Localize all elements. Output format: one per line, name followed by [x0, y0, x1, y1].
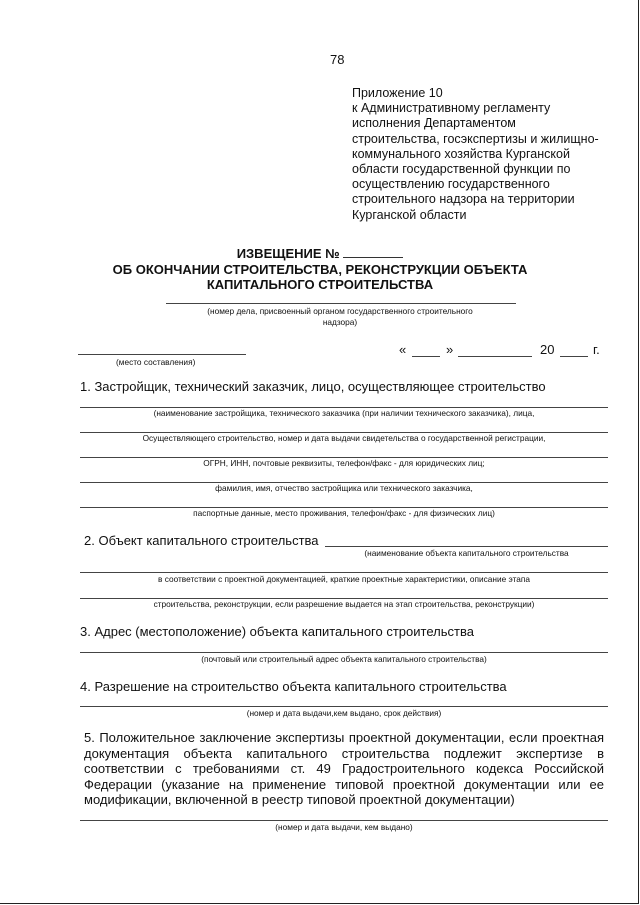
date-month-field[interactable]: [458, 356, 532, 357]
appendix-line: осуществлению государственного: [352, 177, 550, 192]
section5-line: модификации, включенной в реестр типовой проектной документации): [84, 792, 515, 807]
section2-field-1[interactable]: [325, 546, 608, 547]
title-line-1: [0, 246, 640, 261]
title-line-2: ОБ ОКОНЧАНИИ СТРОИТЕЛЬСТВА, РЕКОНСТРУКЦИИ ОБЪЕКТА: [112, 262, 528, 277]
appendix-line: исполнения Департаментом: [352, 116, 516, 131]
date-open-quote: «: [399, 342, 407, 357]
appendix-line: строительного надзора на территории: [352, 192, 575, 207]
page-number: 78: [330, 52, 345, 67]
section4-field[interactable]: [80, 706, 608, 707]
appendix-line: Приложение 10: [352, 86, 443, 100]
section1-caption-3: ОГРН, ИНН, почтовые реквизиты, телефон/факс - для юридических лиц;: [203, 458, 485, 468]
section5-paragraph: [84, 730, 604, 808]
place-caption: (место составления): [116, 357, 196, 367]
section1-heading: 1. Застройщик, технический заказчик, лицо, осуществляющее строительство: [80, 379, 546, 394]
appendix-line: строительства, госэкспертизы и жилищно-: [352, 131, 599, 146]
section5-caption: (номер и дата выдачи, кем выдано): [275, 822, 413, 832]
date-year-prefix: 20: [540, 342, 555, 357]
date-year-field[interactable]: [560, 356, 588, 357]
section5-line: Федерации (указание на применение типовой проектной документации или ее: [84, 776, 604, 792]
section5-line: документация объекта капитального строительства подлежит экспертизе в: [84, 745, 604, 761]
date-year-suffix: г.: [593, 342, 600, 357]
place-field[interactable]: [78, 354, 246, 355]
case-number-caption-2: надзора): [322, 317, 358, 327]
section2-caption-1: (наименование объекта капитального строительства: [364, 548, 569, 558]
section2-heading: 2. Объект капитального строительства: [84, 533, 319, 548]
section2-caption-2: в соответствии с проектной документацией, краткие проектные характеристики, описание этапа: [158, 574, 530, 584]
notice-number-field[interactable]: [343, 246, 403, 258]
date-day-field[interactable]: [412, 356, 440, 357]
case-number-field[interactable]: [166, 303, 516, 304]
section2-caption-3: строительства, реконструкции, если разрешение выдается на этап строительства, реконструкции): [153, 599, 535, 609]
section1-caption-4: фамилия, имя, отчество застройщика или технического заказчика,: [215, 483, 473, 493]
date-close-quote: »: [446, 342, 454, 357]
appendix-block: [352, 86, 612, 223]
section1-caption-2: Осуществляющего строительство, номер и дата выдачи свидетельства о государственной регистрации,: [142, 433, 546, 443]
section5-line: соответствии с требованиями ст. 49 Градостроительного кодекса Российской: [84, 761, 604, 776]
section5-field[interactable]: [80, 820, 608, 821]
section1-caption-5: паспортные данные, место проживания, телефон/факс - для физических лиц): [193, 508, 495, 518]
title-line-3: КАПИТАЛЬНОГО СТРОИТЕЛЬСТВА: [206, 277, 434, 292]
section5-line: 5. Положительное заключение экспертизы проектной документации, если проектная: [84, 730, 604, 745]
appendix-line: коммунального хозяйства Курганской: [352, 146, 570, 161]
section4-heading: 4. Разрешение на строительство объекта капитального строительства: [80, 679, 507, 694]
section4-caption: (номер и дата выдачи,кем выдано, срок действия): [246, 708, 442, 718]
section3-field[interactable]: [80, 652, 608, 653]
section3-caption: (почтовый или строительный адрес объекта капитального строительства): [201, 654, 487, 664]
section2-field-2[interactable]: [80, 572, 608, 573]
section3-heading: 3. Адрес (местоположение) объекта капитального строительства: [80, 624, 474, 639]
case-number-caption-1: (номер дела, присвоенный органом государственного строительного: [207, 306, 473, 316]
appendix-line: области государственной функции по: [352, 162, 571, 177]
appendix-line: к Административному регламенту: [352, 101, 551, 116]
title-notice: ИЗВЕЩЕНИЕ №: [236, 246, 340, 261]
section1-caption-1: (наименование застройщика, технического заказчика (при наличии технического заказчика), лица,: [153, 408, 535, 418]
appendix-line: Курганской области: [352, 207, 467, 222]
